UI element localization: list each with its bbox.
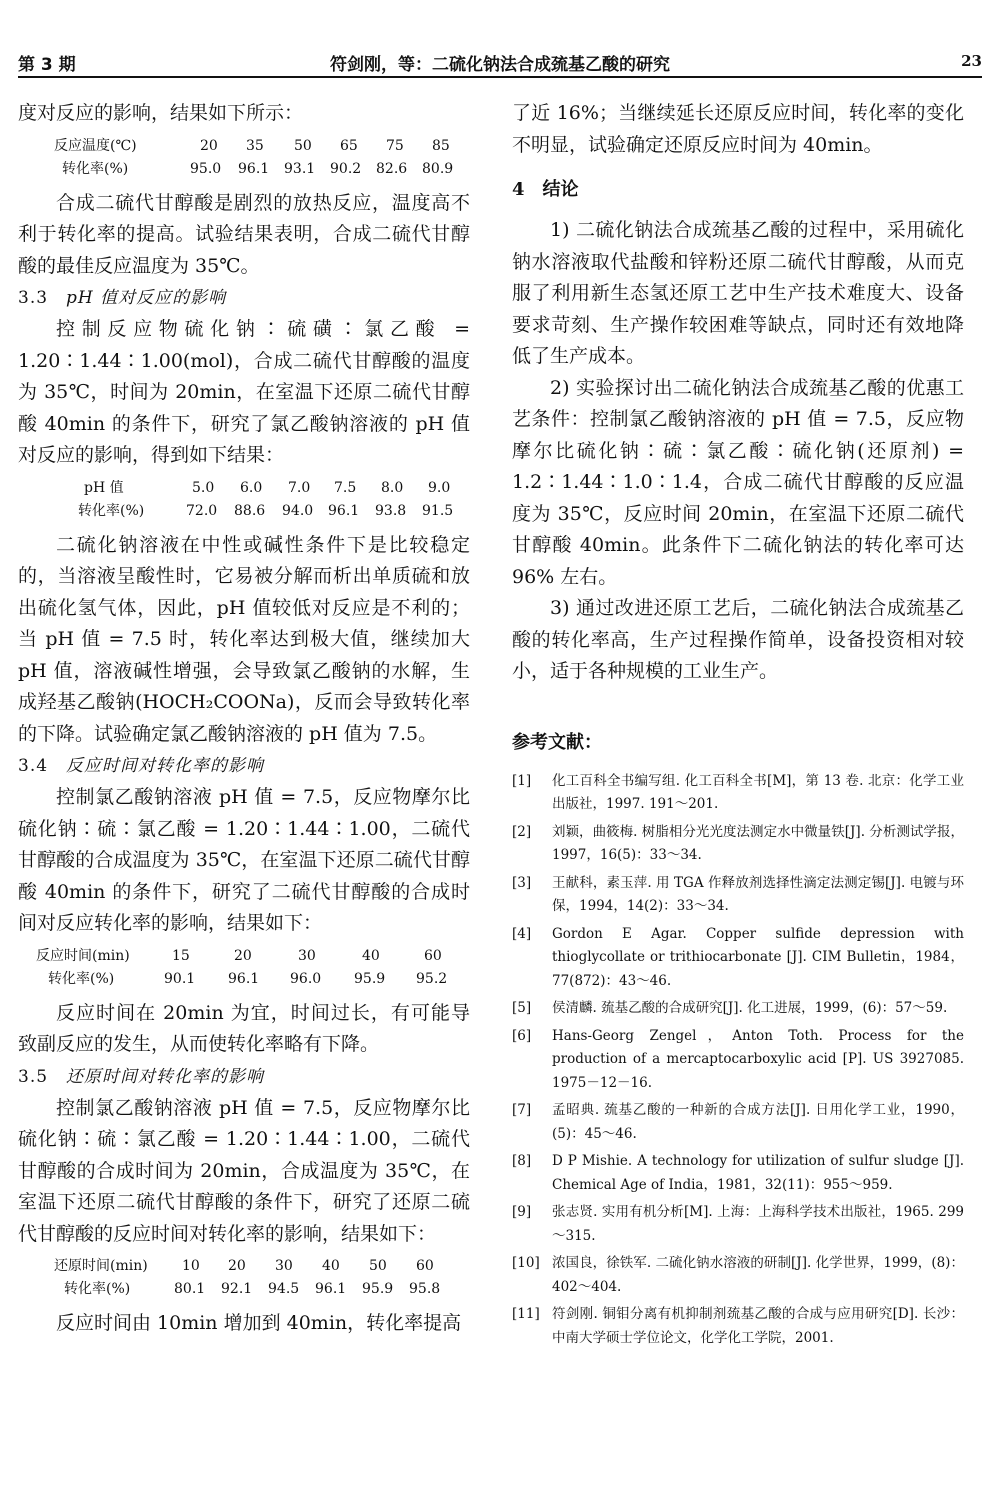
row-label: 转化率(%)	[62, 160, 129, 177]
table-cell: 93.1	[284, 160, 316, 177]
table-cell: 60	[424, 947, 442, 964]
data-table-ph	[18, 477, 470, 523]
reference-number: [9]	[512, 1204, 532, 1220]
reference-number: [8]	[512, 1153, 532, 1169]
paragraph: 了近 16%；当继续延长还原反应时间，转化率的变化不明显，试验确定还原反应时间为 40min。	[512, 102, 964, 156]
table-cell: 9.0	[428, 479, 451, 496]
reference-number: [3]	[512, 874, 532, 891]
paragraph: 二硫化钠溶液在中性或碱性条件下是比较稳定的，当溶液呈酸性时，它易被分解而析出单质硫和放出硫化氢气体，因此，pH 值较低对反应是不利的；当 pH 值 = 7.5 时，转化率达到极大值，继续加大 pH 值，溶液碱性增强，会导致氯乙酸钠的水解，生成羟基乙酸钠(HOCH₂COONa)，反而会导致转化率的下降。试验确定氯乙酸钠溶液的 pH 值为 7.5。	[18, 533, 470, 745]
reference-item	[512, 1252, 964, 1299]
table-cell: 96.1	[315, 1281, 347, 1297]
table-cell: 30	[298, 947, 316, 964]
reference-text: 王献科，素玉萍. 用 TGA 作释放剂选择性滴定法测定锡[J]. 电镀与环保，1994，14(2)：33～34.	[552, 874, 964, 914]
table-cell: 75	[386, 137, 404, 154]
row-label: pH 值	[84, 479, 124, 496]
reference-text: D P Mishie. A technology for utilization of sulfur sludge [J]. Chemical Age of India，1981，32(11)：955～959.	[552, 1153, 964, 1193]
table-cell: 95.9	[362, 1281, 394, 1297]
table-cell: 95.2	[416, 970, 448, 987]
table-row	[18, 945, 470, 968]
reference-item	[512, 770, 964, 817]
reference-text: 张志贤. 实用有机分析[M]. 上海：上海科学技术出版社，1965. 299～315.	[552, 1204, 964, 1244]
table-cell: 40	[362, 947, 380, 964]
conclusion-item: 3) 通过改进还原工艺后，二硫化钠法合成巯基乙酸的转化率高，生产过程操作简单，设备投资相对较小，适于各种规模的工业生产。	[512, 597, 964, 682]
table-row	[18, 477, 470, 500]
reference-number: [2]	[512, 823, 532, 840]
table-cell: 65	[340, 137, 358, 154]
row-label: 转化率(%)	[64, 1281, 131, 1297]
section-number: 3.4	[18, 756, 49, 776]
paragraph: 控制反应物硫化钠∶硫磺∶氯乙酸 = 1.20∶1.44∶1.00(mol)，合成二硫代甘醇酸的温度为 35℃，时间为 20min，在室温下还原二硫代甘醇酸 40min 的条件下，研究了氯乙酸钠溶液的 pH 值对反应的影响，得到如下结果：	[18, 318, 470, 466]
page-number: 23	[961, 52, 982, 70]
running-header	[18, 44, 982, 78]
reference-item	[512, 1099, 964, 1146]
reference-number: [6]	[512, 1027, 532, 1044]
table-cell: 60	[416, 1258, 434, 1274]
table-cell: 82.6	[376, 160, 408, 177]
reference-item	[512, 1025, 964, 1096]
reference-item	[512, 821, 964, 868]
row-label: 反应温度(℃)	[54, 137, 137, 154]
table-cell: 94.5	[268, 1281, 300, 1297]
data-table-reduction-time	[18, 1255, 470, 1301]
table-cell: 96.1	[228, 970, 260, 987]
table-row	[18, 1255, 470, 1278]
conclusion-item: 1) 二硫化钠法合成巯基乙酸的过程中，采用硫化钠水溶液取代盐酸和锌粉还原二硫代甘醇酸，从而克服了利用新生态氢还原工艺中生产技术难度大、设备要求苛刻、生产操作较困难等缺点，同时还有效地降低了生产成本。	[512, 219, 964, 367]
section-title: 反应时间对转化率的影响	[66, 756, 265, 776]
reference-item	[512, 1201, 964, 1248]
reference-text: Hans-Georg Zengel，Anton Toth. Process for the production of a mercaptocarboxylic acid [P]. US 3927085. 1975－12－16.	[552, 1027, 964, 1091]
reference-number: [7]	[512, 1102, 532, 1118]
paragraph: 度对反应的影响，结果如下所示：	[18, 102, 304, 124]
table-cell: 85	[432, 137, 450, 154]
data-table-synthesis-time	[18, 945, 470, 991]
table-cell: 96.1	[328, 502, 360, 519]
table-row	[18, 500, 470, 523]
table-cell: 95.8	[409, 1281, 441, 1297]
table-cell: 7.5	[334, 479, 357, 496]
section-title: 结论	[542, 179, 579, 200]
table-cell: 96.0	[290, 970, 322, 987]
section-heading	[512, 173, 964, 207]
paragraph: 反应时间由 10min 增加到 40min，转化率提高	[56, 1312, 462, 1334]
section-number: 3.5	[18, 1066, 49, 1087]
section-title: 还原时间对转化率的影响	[66, 1066, 265, 1087]
reference-text: 侯清麟. 巯基乙酸的合成研究[J]. 化工进展，1999，(6)：57～59.	[552, 1000, 948, 1016]
table-row	[18, 135, 470, 158]
reference-number: [4]	[512, 925, 532, 942]
table-cell: 15	[172, 947, 190, 964]
table-cell: 8.0	[381, 479, 404, 496]
right-column	[512, 98, 964, 1354]
subsection-heading	[18, 283, 470, 314]
reference-item	[512, 923, 964, 994]
table-cell: 95.9	[354, 970, 386, 987]
table-cell: 80.9	[422, 160, 454, 177]
table-row	[18, 1278, 470, 1301]
section-number: 4	[512, 179, 525, 200]
running-title: 符剑刚，等：二硫化钠法合成巯基乙酸的研究	[330, 55, 670, 75]
table-cell: 94.0	[282, 502, 314, 519]
subsection-heading	[18, 1062, 470, 1093]
table-cell: 10	[182, 1258, 200, 1274]
reference-item	[512, 1303, 964, 1350]
references-heading: 参考文献：	[512, 731, 602, 753]
row-label: 转化率(%)	[78, 502, 145, 519]
reference-number: [1]	[512, 772, 532, 789]
table-cell: 20	[200, 137, 218, 154]
reference-text: Gordon E Agar. Copper sulfide depression with thioglycollate or trithiocarbonate [J]. CIM Bulletin，1984，77(872)：43～46.	[552, 925, 964, 989]
reference-number: [11]	[512, 1306, 540, 1322]
issue-number: 第 3 期	[18, 55, 76, 75]
reference-list	[512, 770, 964, 1351]
table-cell: 96.1	[238, 160, 270, 177]
reference-text: 化工百科全书编写组. 化工百科全书[M]，第 13 卷. 北京：化学工业出版社，1997. 191～201.	[552, 772, 964, 812]
table-cell: 35	[246, 137, 264, 154]
table-cell: 90.1	[164, 970, 196, 987]
data-table-temperature	[18, 135, 470, 181]
section-title: pH 值对反应的影响	[66, 288, 227, 308]
table-cell: 72.0	[186, 502, 218, 519]
row-label: 转化率(%)	[48, 970, 115, 987]
table-cell: 95.0	[190, 160, 222, 177]
paragraph: 控制氯乙酸钠溶液 pH 值 = 7.5，反应物摩尔比硫化钠∶硫∶氯乙酸 = 1.20∶1.44∶1.00，二硫代甘醇酸的合成时间为 20min，合成温度为 35℃，在室温下还原二硫代甘醇酸的条件下，研究了还原二硫代甘醇酸的反应时间对转化率的影响，结果如下：	[18, 1096, 470, 1245]
table-cell: 90.2	[330, 160, 362, 177]
reference-text: 浓国良，徐铁军. 二硫化钠水溶液的研制[J]. 化学世界，1999，(8)：402～404.	[552, 1255, 964, 1295]
table-cell: 50	[369, 1258, 387, 1274]
table-cell: 50	[294, 137, 312, 154]
table-cell: 30	[275, 1258, 293, 1274]
conclusion-item: 2) 实验探讨出二硫化钠法合成巯基乙酸的优惠工艺条件：控制氯乙酸钠溶液的 pH 值 = 7.5，反应物摩尔比硫化钠∶硫∶氯乙酸∶硫化钠(还原剂) = 1.2∶1.44∶1.0∶1.4，合成二硫代甘醇酸的反应温度为 35℃，反应时间 20min，在室温下还原二硫代甘醇酸 40min。此条件下二硫化钠法的转化率可达 96% 左右。	[512, 376, 964, 588]
paragraph: 反应时间在 20min 为宜，时间过长，有可能导致副反应的发生，从而使转化率略有下降。	[18, 1001, 470, 1055]
row-label: 还原时间(min)	[54, 1258, 148, 1274]
table-cell: 91.5	[422, 502, 454, 519]
reference-text: 符剑刚. 铜钼分离有机抑制剂巯基乙酸的合成与应用研究[D]. 长沙：中南大学硕士学位论文，化学化工学院，2001.	[552, 1306, 964, 1346]
table-row	[18, 968, 470, 991]
reference-text: 孟昭典. 巯基乙酸的一种新的合成方法[J]. 日用化学工业，1990，(5)：45～46.	[552, 1102, 964, 1142]
paragraph: 合成二硫代甘醇酸是剧烈的放热反应，温度高不利于转化率的提高。试验结果表明，合成二硫代甘醇酸的最佳反应温度为 35℃。	[18, 191, 470, 277]
table-cell: 6.0	[240, 479, 263, 496]
table-cell: 7.0	[288, 479, 311, 496]
subsection-heading	[18, 751, 470, 782]
table-row	[18, 158, 470, 181]
table-cell: 5.0	[192, 479, 215, 496]
table-cell: 20	[228, 1258, 246, 1274]
table-cell: 20	[234, 947, 252, 964]
table-cell: 40	[322, 1258, 340, 1274]
table-cell: 93.8	[375, 502, 407, 519]
reference-item	[512, 872, 964, 919]
reference-item	[512, 1150, 964, 1197]
left-column	[18, 98, 470, 1340]
table-cell: 80.1	[174, 1281, 206, 1297]
reference-number: [5]	[512, 1000, 532, 1016]
table-cell: 88.6	[234, 502, 266, 519]
reference-item	[512, 997, 964, 1021]
row-label: 反应时间(min)	[36, 947, 130, 964]
reference-number: [10]	[512, 1255, 540, 1271]
reference-text: 刘颖，曲筱梅. 树脂相分光光度法测定水中微量铁[J]. 分析测试学报，1997，16(5)：33～34.	[552, 823, 964, 863]
paragraph: 控制氯乙酸钠溶液 pH 值 = 7.5，反应物摩尔比硫化钠∶硫∶氯乙酸 = 1.20∶1.44∶1.00，二硫代甘醇酸的合成温度为 35℃，在室温下还原二硫代甘醇酸 40min 的条件下，研究了二硫代甘醇酸的合成时间对反应转化率的影响，结果如下：	[18, 786, 470, 934]
table-cell: 92.1	[221, 1281, 253, 1297]
section-number: 3.3	[18, 288, 49, 308]
